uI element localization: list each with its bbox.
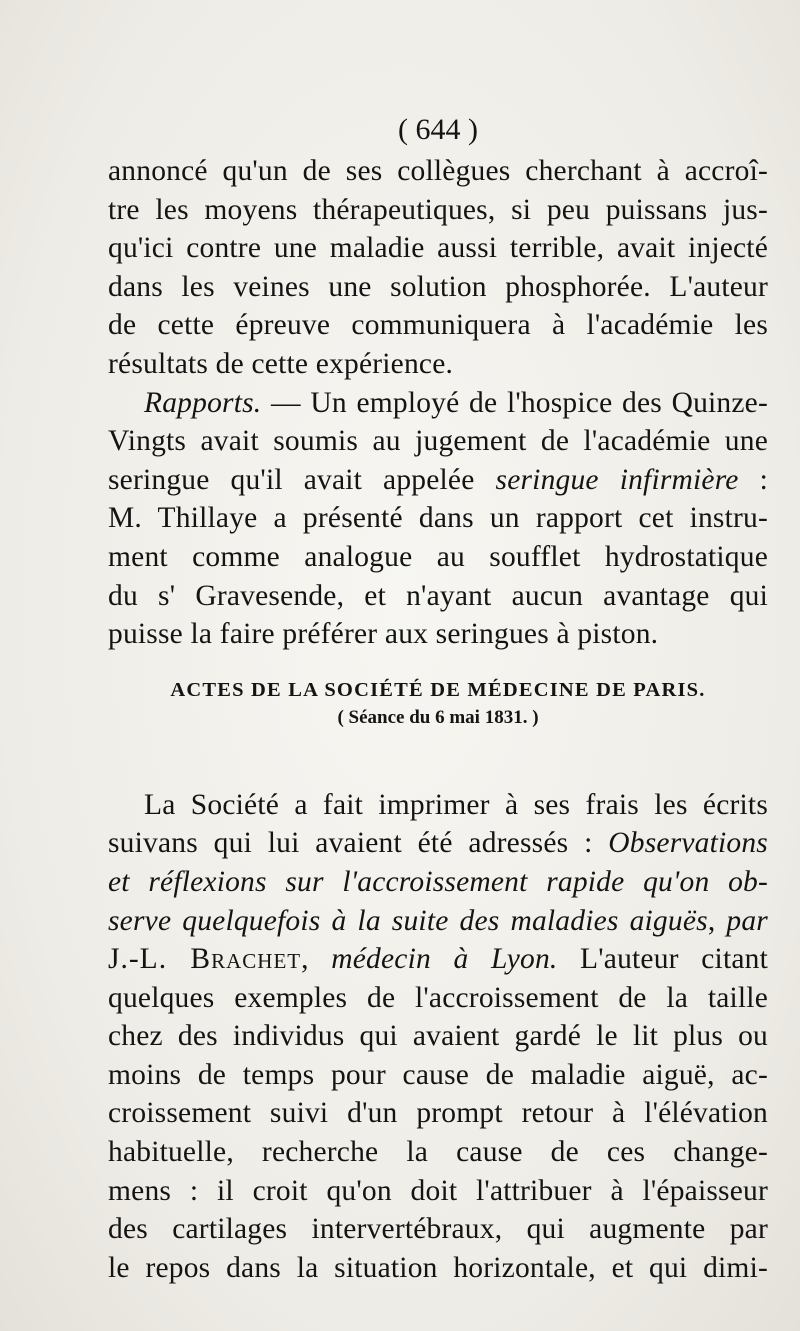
page-content (108, 108, 768, 1287)
italic-title: Observations (608, 827, 768, 860)
italic-term: seringue infirmière (495, 463, 739, 496)
italic-word: par (726, 904, 768, 937)
text-line (108, 940, 768, 979)
italic-title-line: et réflexions sur l'accroissement rapide qu'on ob- (108, 865, 768, 898)
author-name: J.-L. Brachet (108, 943, 302, 976)
text-line: ment comme analogue au soufflet hydrostatique (108, 540, 768, 573)
section-subheading: ( Séance du 6 mai 1831. ) (337, 706, 539, 728)
text-span: , (301, 943, 332, 976)
text-line: dans les veines une solution phosphorée. L'auteur (108, 270, 768, 303)
text-line: du s' Gravesende, et n'ayant aucun avantage qui (108, 579, 768, 612)
text-span: suivans qui lui avaient été adressés : (108, 827, 609, 860)
italic-title: serve quelquefois à la suite des maladies aiguës (108, 904, 708, 937)
text-line (108, 824, 768, 863)
text-line: moins de temps pour cause de maladie aiguë, ac- (108, 1058, 768, 1091)
text-line: qu'ici contre une maladie aussi terrible, avait injecté (108, 232, 768, 265)
text-line: de cette épreuve communiquera à l'académie les (108, 309, 768, 342)
text-line (108, 902, 768, 941)
text-line: La Société a fait imprimer à ses frais les écrits (144, 788, 768, 821)
text-line: habituelle, recherche la cause de ces change- (108, 1136, 768, 1169)
paragraph-1 (108, 152, 768, 384)
paragraph-3 (108, 786, 768, 1288)
rapports-label: Rapports. (144, 386, 262, 419)
text-line: croissement suivi d'un prompt retour à l'élévation (108, 1097, 768, 1130)
text-line (108, 461, 768, 500)
text-line: chez des individus qui avaient gardé le lit plus ou (108, 1020, 768, 1053)
text-line: résultats de cette expérience. (108, 347, 454, 380)
section-heading: ACTES DE LA SOCIÉTÉ DE MÉDECINE DE PARIS. (170, 678, 706, 701)
paragraph-2 (108, 384, 768, 654)
text-span: — Un employé de l'hospice des Quinze- (261, 386, 768, 419)
text-line: Vingts avait soumis au jugement de l'académie une (108, 425, 768, 458)
text-line: mens : il croit qu'on doit l'attribuer à l'épaisseur (108, 1174, 768, 1207)
text-span: L'auteur citant (557, 943, 768, 976)
text-line (108, 384, 768, 423)
text-line: le repos dans la situation horizontale, et qui dimi- (108, 1251, 768, 1284)
text-span: : (738, 463, 768, 496)
text-line: tre les moyens thérapeutiques, si peu puissans jus- (108, 193, 768, 226)
text-span: , (707, 904, 727, 937)
author-title: médecin à Lyon. (331, 943, 558, 976)
text-span: seringue qu'il avait appelée (108, 463, 496, 496)
text-line: quelques exemples de l'accroissement de la taille (108, 981, 768, 1014)
text-line: des cartilages intervertébraux, qui augmente par (108, 1213, 768, 1246)
text-line: puisse la faire préférer aux seringues à piston. (108, 618, 659, 651)
text-line: annoncé qu'un de ses collègues cherchant à accroî- (108, 155, 768, 187)
text-line: M. Thillaye a présenté dans un rapport cet instru- (108, 502, 768, 535)
page-number: ( 644 ) (398, 113, 478, 146)
